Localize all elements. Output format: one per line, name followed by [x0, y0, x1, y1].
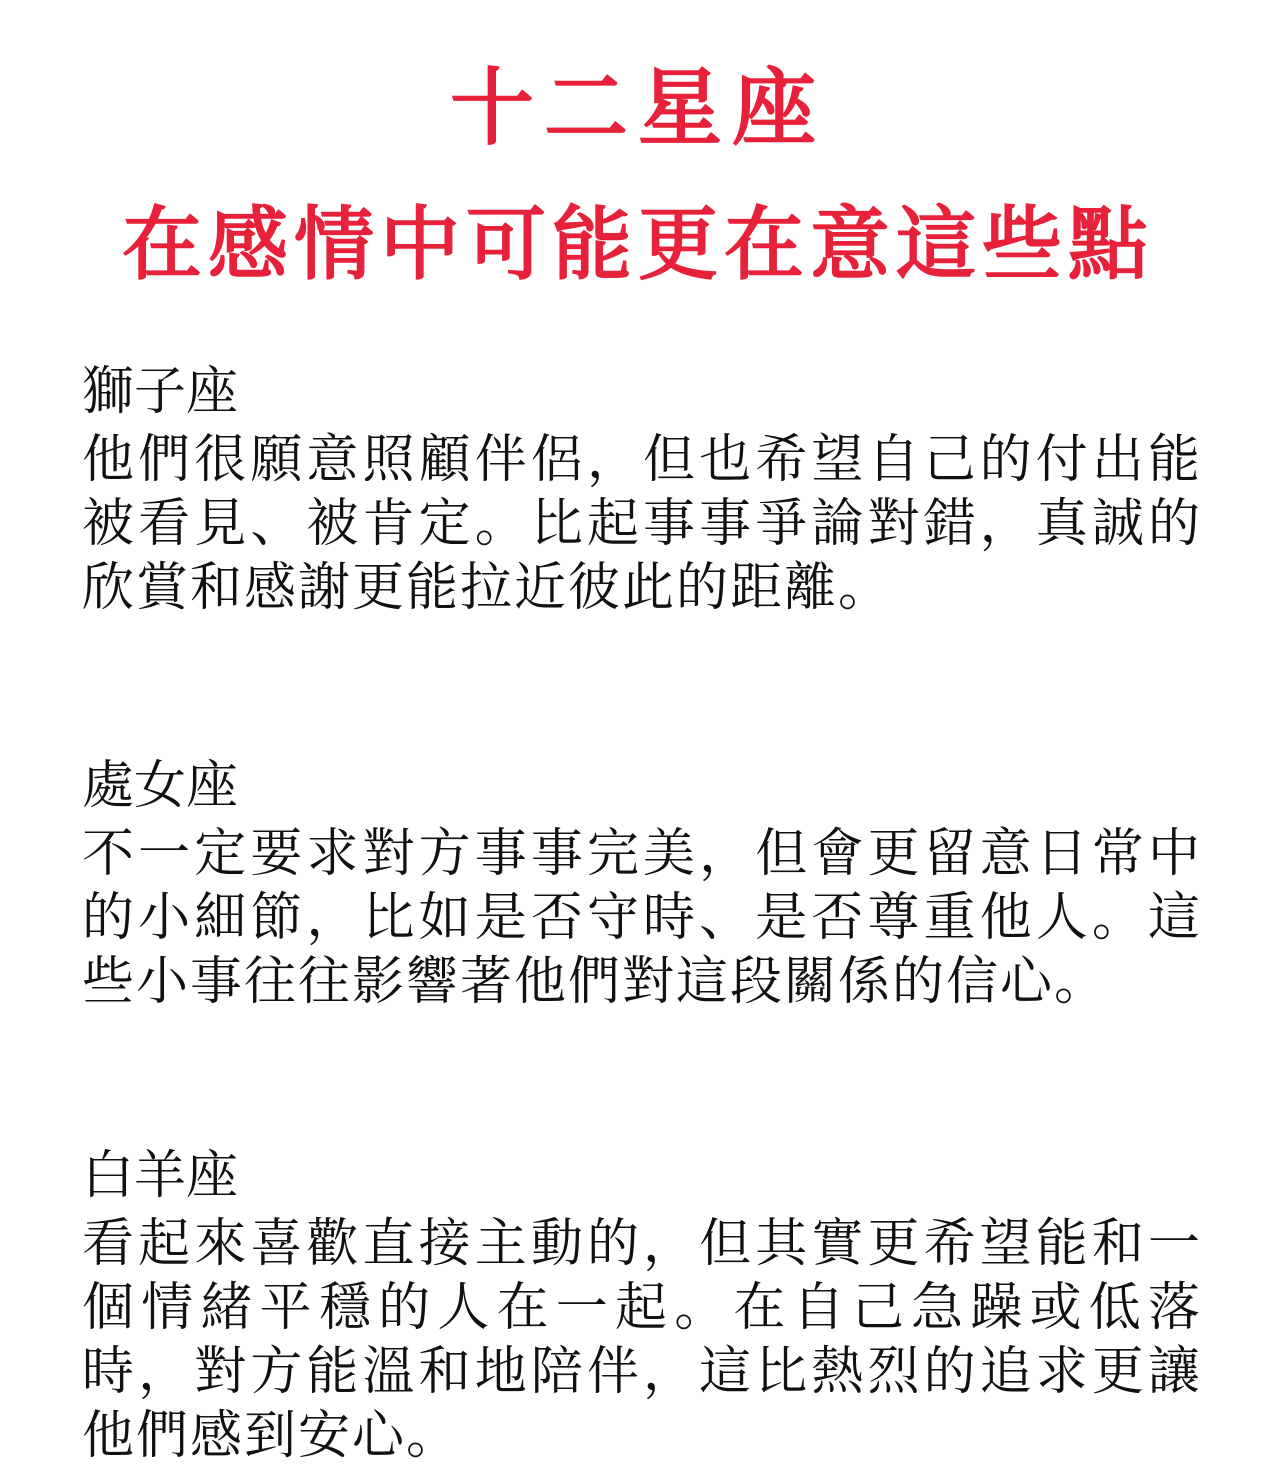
sign-description: 他們很願意照顧伴侶，但也希望自己的付出能被看見、被肯定。比起事事爭論對錯，真誠的欣賞和感謝更能拉近彼此的距離。 [82, 430, 1202, 618]
sign-section-aries [82, 1146, 1202, 1468]
sign-description: 不一定要求對方事事完美，但會更留意日常中的小細節，比如是否守時、是否尊重他人。這些小事往往影響著他們對這段關係的信心。 [82, 824, 1202, 1012]
sign-section-leo [82, 362, 1202, 620]
sign-name: 獅子座 [82, 362, 239, 422]
sign-description: 看起來喜歡直接主動的，但其實更希望能和一個情緒平穩的人在一起。在自己急躁或低落時，對方能溫和地陪伴，這比熱烈的追求更讓他們感到安心。 [82, 1214, 1202, 1466]
title-line-2: 在感情中可能更在意這些點 [122, 197, 1154, 291]
sign-name: 白羊座 [82, 1146, 239, 1206]
sign-name: 處女座 [82, 756, 239, 816]
title-line-1: 十二星座 [449, 58, 826, 157]
sign-section-virgo [82, 756, 1202, 1014]
